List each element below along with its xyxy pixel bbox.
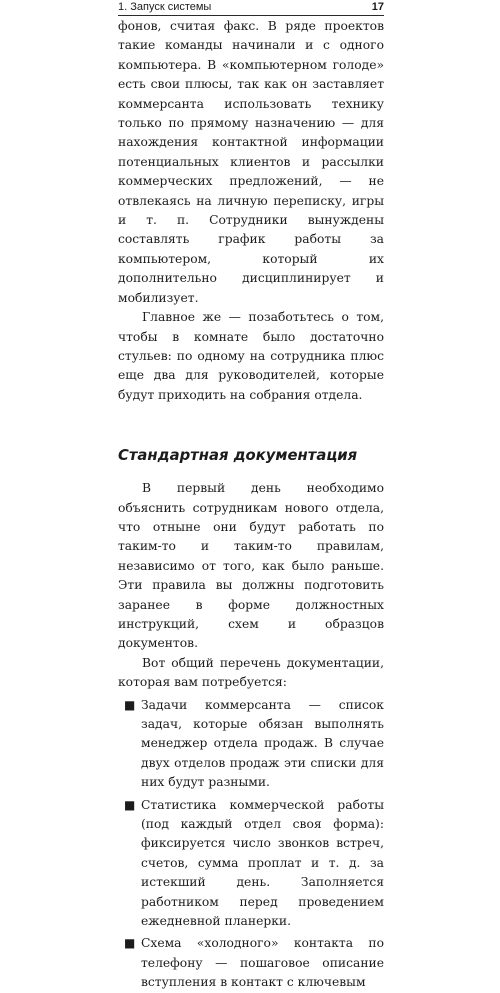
square-bullet-icon: ■ (124, 697, 136, 712)
running-header (118, 0, 384, 16)
section-paragraph-1: В первый день необходимо объяснить сотрудникам нового отдела, что отныне они будут работать по таким-то и таким-то правилам, независимо от того, как было раньше. Эти правила вы должны подготовить заранее в форме должностных инструкций, схем и образцов документов. (118, 481, 384, 651)
section-heading: Стандартная документация (118, 447, 358, 465)
chapter-title: 1. Запуск системы (118, 1, 212, 13)
documentation-list (118, 696, 384, 993)
page-number: 17 (371, 1, 384, 13)
list-item (118, 696, 384, 793)
paragraph-1: фонов, считая факс. В ряде проектов такие команды начинали и с одного компьютера. В «компьютерном голоде» есть свои плюсы, так как он заставляет коммерсанта использовать технику только по прямому назначению — для нахождения контактной информации потенциальных клиентов и рассылки коммерческих предложений, — не отвлекаясь на личную переписку, игры и т. п. Сотрудники вынуждены составлять график работы за компьютером, который их дополнительно дисциплинирует и мобилизует. (118, 19, 384, 305)
square-bullet-icon: ■ (124, 936, 136, 951)
list-item (118, 934, 384, 992)
list-item-text: Задачи коммерсанта — список задач, которые обязан выполнять менеджер отдела продаж. В случае двух отделов продаж эти списки для них будут разными. (141, 697, 384, 790)
section-paragraph-2: Вот общий перечень документации, которая вам потребуется: (118, 655, 384, 690)
list-item-text: Схема «холодного» контакта по телефону — пошаговое описание вступления в контакт с ключевым (141, 936, 384, 990)
list-item (118, 796, 384, 932)
paragraph-2: Главное же — позаботьтесь о том, чтобы в комнате было достаточно стульев: по одному на сотрудника плюс еще два для руководителей, которые будут приходить на собрания отдела. (118, 310, 384, 402)
square-bullet-icon: ■ (124, 797, 136, 812)
page-body (118, 17, 384, 993)
list-item-text: Статистика коммерческой работы (под каждый отдел своя форма): фиксируется число звонков встреч, счетов, сумма проплат и т. д. за истекший день. Заполняется работником перед проведением ежедневной планерки. (141, 797, 384, 929)
